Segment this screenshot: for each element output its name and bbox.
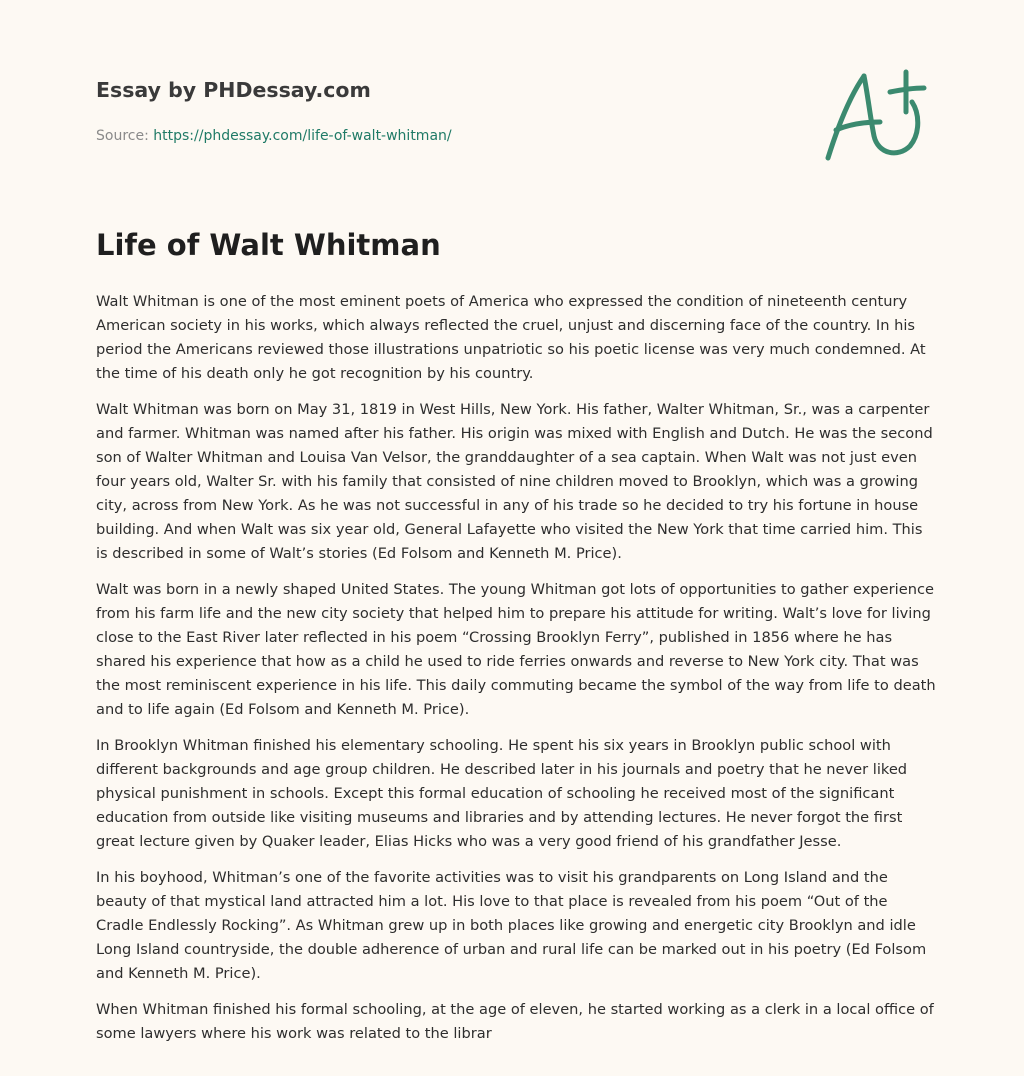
source-label: Source: <box>96 128 149 144</box>
essay-paragraph: When Whitman finished his formal schooling, at the age of eleven, he started working as a clerk in a local office of some lawyers where his work was related to the librar <box>96 1001 934 1042</box>
site-title: Essay by PHDessay.com <box>96 78 371 102</box>
essay-paragraph: Walt Whitman was born on May 31, 1819 in West Hills, New York. His father, Walter Whitman, Sr., was a carpenter and farmer. Whitman was named after his father. His origin was mixed with English and Dutch. He was the second son of Walter Whitman and Louisa Van Velsor, the granddaughter of a sea captain. When Walt was not just even four years old, Walter Sr. with his family that consisted of nine children moved to Brooklyn, which was a growing city, across from New York. As he was not successful in any of his trade so he decided to try his fortune in house building. And when Walt was six year old, General Lafayette who visited the New York that time carried him. This is described in some of Walt’s stories (Ed Folsom and Kenneth M. Price). <box>96 401 933 562</box>
essay-title: Life of Walt Whitman <box>96 228 441 262</box>
essay-paragraph: In Brooklyn Whitman finished his elementary schooling. He spent his six years in Brooklyn public school with different backgrounds and age group children. He described later in his journals and poetry that he never liked physical punishment in schools. Except this formal education of schooling he received most of the significant education from outside like visiting museums and libraries and by attending lectures. He never forgot the first great lecture given by Quaker leader, Elias Hicks who was a very good friend of his grandfather Jesse. <box>96 737 908 850</box>
source-link[interactable]: https://phdessay.com/life-of-walt-whitman/ <box>153 128 452 144</box>
site-header <box>96 76 716 146</box>
essay-paragraph: In his boyhood, Whitman’s one of the favorite activities was to visit his grandparents on Long Island and the beauty of that mystical land attracted him a lot. His love to that place is revealed from his poem “Out of the Cradle Endlessly Rocking”. As Whitman grew up in both places like growing and energetic city Brooklyn and idle Long Island countryside, the double adherence of urban and rural life can be marked out in his poetry (Ed Folsom and Kenneth M. Price). <box>96 869 927 982</box>
source-line <box>96 126 716 146</box>
a-plus-grade-icon <box>820 66 930 166</box>
essay-paragraph: Walt was born in a newly shaped United States. The young Whitman got lots of opportunities to gather experience from his farm life and the new city society that helped him to prepare his attitude for writing. Walt’s love for living close to the East River later reflected in his poem “Crossing Brooklyn Ferry”, published in 1856 where he has shared his experience that how as a child he used to ride ferries onwards and reverse to New York city. That was the most reminiscent experience in his life. This daily commuting became the symbol of the way from life to death and to life again (Ed Folsom and Kenneth M. Price). <box>96 581 936 718</box>
essay-paragraph: Walt Whitman is one of the most eminent poets of America who expressed the condition of nineteenth century American society in his works, which always reflected the cruel, unjust and discerning face of the country. In his period the Americans reviewed those illustrations unpatriotic so his poetic license was very much condemned. At the time of his death only he got recognition by his country. <box>96 293 926 382</box>
essay-article <box>96 226 936 1058</box>
